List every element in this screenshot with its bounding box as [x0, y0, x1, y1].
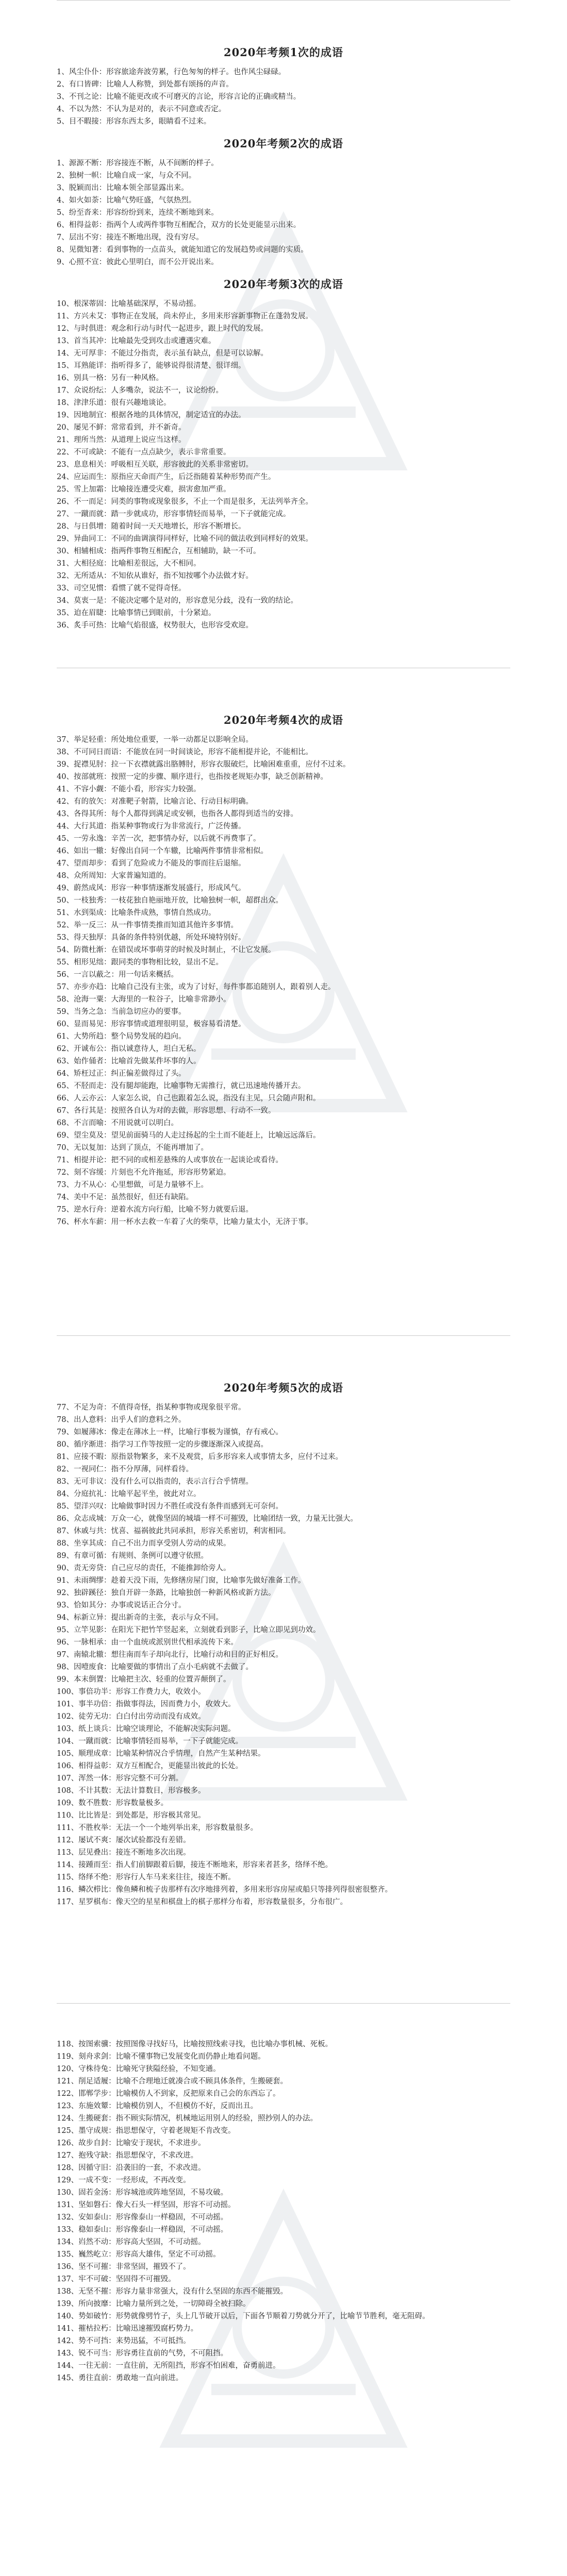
idiom-entry: 126、故步自封：比喻安于现状，不求进步。 — [57, 2139, 206, 2147]
idiom-entry: 67、各行其是：按照各自认为对的去做，形容思想、行动不一致。 — [57, 1107, 276, 1115]
page-content — [57, 2039, 510, 2576]
idiom-entry: 106、相得益彰：双方互相配合，更能显出彼此的长处。 — [57, 1762, 243, 1770]
idiom-entry: 141、摧枯拉朽：比喻迅速摧毁腐朽势力。 — [57, 2325, 198, 2333]
idiom-entry: 1、风尘仆仆：形容旅途奔波劳累，行色匆匆的样子。也作风尘碌碌。 — [57, 68, 286, 76]
idiom-entry: 73、力不从心：心里想做，可是力量够不上。 — [57, 1181, 208, 1189]
idiom-entry: 45、一劳永逸：辛苦一次，把事情办好，以后就不再费事了。 — [57, 835, 261, 843]
idiom-entry: 25、雪上加霜：比喻接连遭受灾难，损害愈加严重。 — [57, 485, 231, 494]
idiom-entry: 18、津津乐道：很有兴趣地谈论。 — [57, 399, 171, 407]
idiom-entry: 52、举一反三：从一件事情类推而知道其他许多事情。 — [57, 921, 238, 929]
idiom-entry: 108、不计其数：无法计算数目，形容极多。 — [57, 1787, 206, 1795]
idiom-entry: 131、坚如磐石：像大石头一样坚固，形容不可动摇。 — [57, 2201, 236, 2209]
idiom-entry: 116、鳞次栉比：像鱼鳞和梳子齿那样有次序地排列着，多用来形容房屋或船只等排列得很密很整齐。 — [57, 1886, 393, 1894]
idiom-entry: 113、层见叠出：接连不断地多次出现。 — [57, 1849, 191, 1857]
idiom-entry: 86、众志成城：万众一心，就像坚固的城墙一样不可摧毁，比喻团结一致，力量无比强大。 — [57, 1515, 358, 1523]
idiom-entry: 102、徒劳无功：白白付出劳动而没有成效。 — [57, 1713, 206, 1721]
idiom-entry: 20、屡见不鲜：常常看到，并不新奇。 — [57, 423, 186, 432]
idiom-entry: 47、望而却步：看到了危险或力不能及的事而往后退缩。 — [57, 859, 246, 868]
idiom-entry: 10、根深蒂固：比喻基础深厚，不易动摇。 — [57, 300, 201, 308]
idiom-entry: 21、理所当然：从道理上说应当这样。 — [57, 436, 186, 444]
idiom-entry: 135、巍然屹立：形容高大雄伟，坚定不可动摇。 — [57, 2250, 221, 2259]
idiom-entry: 129、一成不变：一经形成，不再改变。 — [57, 2176, 191, 2184]
idiom-entry: 4、如火如荼：比喻气势旺盛，气氛热烈。 — [57, 196, 196, 205]
idiom-entry: 120、守株待兔：比喻死守狭隘经验，不知变通。 — [57, 2065, 221, 2073]
idiom-entry: 111、不胜枚举：无法一个一个地列举出来，形容数量很多。 — [57, 1824, 258, 1832]
section-title: 2020年考频4次的成语 — [223, 714, 344, 726]
idiom-entry: 35、迫在眉睫：比喻事情已到眼前，十分紧迫。 — [57, 609, 216, 617]
page-2 — [0, 668, 567, 1335]
idiom-entry: 133、稳如泰山：形容像泰山一样稳固，不可动摇。 — [57, 2226, 228, 2234]
idiom-entry: 33、司空见惯：看惯了就不觉得奇怪。 — [57, 584, 186, 592]
page-content — [57, 1371, 510, 1972]
idiom-entry: 5、纷至沓来：形容纷纷到来，连续不断地到来。 — [57, 209, 219, 217]
idiom-entry: 127、抱残守缺：指思想保守，不求改进。 — [57, 2151, 198, 2160]
idiom-entry: 42、有的放矢：对准靶子射箭，比喻言论、行动目标明确。 — [57, 798, 253, 806]
idiom-entry: 44、大行其道：指某种事物或行为非常流行，广泛传播。 — [57, 822, 246, 831]
idiom-entry: 105、顺理成章：比喻某种情况合乎情理，自然产生某种结果。 — [57, 1750, 265, 1758]
idiom-entry: 36、炙手可热：比喻气焰很盛，权势很大，也形容受欢迎。 — [57, 621, 253, 630]
idiom-entry: 85、望洋兴叹：比喻做事时因力不胜任或没有条件而感到无可奈何。 — [57, 1502, 283, 1511]
idiom-entry: 115、络绎不绝：形容行人车马来来往往，接连不断。 — [57, 1873, 236, 1882]
idiom-entry: 34、莫衷一是：不能决定哪个是对的，形容意见分歧，没有一致的结论。 — [57, 597, 298, 605]
idiom-entry: 81、应接不暇：原指景物繁多，来不及观赏，后多形容来人或事情太多，应付不过来。 — [57, 1453, 343, 1461]
idiom-entry: 2、有口皆碑：比喻人人称赞，到处都有颂扬的声音。 — [57, 80, 234, 89]
idiom-entry: 8、见微知著：看到事物的一点苗头，就能知道它的发展趋势或问题的实质。 — [57, 246, 308, 254]
idiom-entry: 46、如出一辙：好像出自同一个车辙，比喻两件事情非常相似。 — [57, 847, 268, 855]
idiom-entry: 78、出人意料：出乎人们的意料之外。 — [57, 1416, 186, 1424]
idiom-entry: 37、举足轻重：所处地位重要，一举一动都足以影响全局。 — [57, 736, 253, 744]
idiom-entry: 24、应运而生：原指应天命而产生，后泛指随着某种形势而产生。 — [57, 473, 276, 481]
idiom-entry: 103、纸上谈兵：比喻空谈理论，不能解决实际问题。 — [57, 1725, 236, 1733]
idiom-entry: 109、数不胜数：形容数量极多。 — [57, 1799, 169, 1807]
idiom-entry: 99、本末倒置：比喻把主次、轻重的位置弄颠倒了。 — [57, 1675, 231, 1684]
idiom-entry: 56、一言以蔽之：用一句话来概括。 — [57, 971, 178, 979]
page-1 — [0, 0, 567, 668]
idiom-entry: 16、别具一格：另有一种风格。 — [57, 374, 163, 382]
idiom-entry: 84、分庭抗礼：比喻平起平坐，彼此对立。 — [57, 1490, 201, 1498]
idiom-entry: 41、不容小觑：不能小看，形容实力较强。 — [57, 785, 201, 793]
idiom-entry: 104、一蹴而就：比喻事情轻而易举，一下子就能完成。 — [57, 1737, 243, 1745]
idiom-entry: 40、按部就班：按照一定的步骤、顺序进行，也指按老规矩办事，缺乏创新精神。 — [57, 773, 328, 781]
idiom-entry: 19、因地制宜：根据各地的具体情况，制定适宜的办法。 — [57, 411, 246, 419]
idiom-entry: 5、目不暇接：形容东西太多，眼睛看不过来。 — [57, 117, 211, 126]
idiom-entry: 145、勇往直前：勇敢地一直向前进。 — [57, 2374, 184, 2382]
idiom-entry: 119、刻舟求剑：比喻不懂事物已发展变化而仍静止地看问题。 — [57, 2053, 265, 2061]
page-4 — [0, 2003, 567, 2576]
idiom-entry: 140、势如破竹：形势就像劈竹子，头上几节破开以后，下面各节顺着刀势就分开了，比喻节节胜利，毫无阻碍。 — [57, 2312, 430, 2320]
idiom-entry: 118、按图索骥：按照图像寻找好马，比喻按照线索寻找，也比喻办事机械、死板。 — [57, 2040, 333, 2048]
idiom-entry: 11、方兴未艾：事物正在发展，尚未停止，多用来形容新事物正在蓬勃发展。 — [57, 312, 313, 320]
idiom-entry: 59、当务之急：当前急切应办的要事。 — [57, 1008, 186, 1016]
idiom-entry: 70、无以复加：达到了顶点，不能再增加了。 — [57, 1144, 208, 1152]
idiom-entry: 95、立竿见影：在阳光下把竹竿竖起来，立刻就看到影子，比喻立即见到功效。 — [57, 1626, 321, 1634]
idiom-entry: 60、显而易见：形容事情或道理很明显，极容易看清楚。 — [57, 1020, 246, 1028]
idiom-entry: 101、事半功倍：指做事得法，因而费力小，收效大。 — [57, 1700, 236, 1708]
idiom-entry: 3、脱颖而出：比喻本领全部显露出来。 — [57, 184, 189, 192]
page-content — [57, 36, 510, 637]
idiom-entry: 12、与时俱进：观念和行动与时代一起进步，跟上时代的发展。 — [57, 325, 268, 333]
idiom-entry: 112、屡试不爽：屡次试验都没有差错。 — [57, 1836, 191, 1844]
idiom-entry: 7、层出不穷：接连不断地出现，没有穷尽。 — [57, 233, 204, 242]
idiom-entry: 72、刻不容缓：片刻也不允许拖延，形容形势紧迫。 — [57, 1168, 231, 1177]
idiom-entry: 144、一往无前：一直往前，无所阻挡，形容不怕困难，奋勇前进。 — [57, 2362, 280, 2370]
idiom-entry: 142、势不可挡：来势迅猛，不可抵挡。 — [57, 2337, 191, 2345]
idiom-entry: 139、所向披靡：比喻力量所到之处，一切障碍全被扫除。 — [57, 2300, 251, 2308]
idiom-entry: 23、息息相关：呼吸相互关联，形容彼此的关系非常密切。 — [57, 461, 253, 469]
idiom-entry: 137、牢不可破：坚固得不可摧毁。 — [57, 2275, 176, 2283]
idiom-entry: 57、亦步亦趋：比喻自己没有主张，或为了讨好，每件事都追随别人，跟着别人走。 — [57, 983, 336, 991]
idiom-entry: 94、标新立异：提出新奇的主张，表示与众不同。 — [57, 1614, 223, 1622]
idiom-entry: 82、一视同仁：指不分厚薄，同样看待。 — [57, 1465, 193, 1473]
idiom-entry: 64、矫枉过正：纠正偏差做得过了头。 — [57, 1070, 186, 1078]
idiom-entry: 9、心照不宣：彼此心里明白，而不公开说出来。 — [57, 258, 219, 266]
idiom-entry: 29、异曲同工：不同的曲调演得同样好，比喻不同的做法收到同样好的效果。 — [57, 535, 313, 543]
idiom-entry: 71、相提并论：把不同的或相差悬殊的人或事放在一起谈论或看待。 — [57, 1156, 283, 1164]
idiom-entry: 96、一脉相承：由一个血统或派别世代相承流传下来。 — [57, 1638, 238, 1647]
idiom-entry: 13、首当其冲：比喻最先受到攻击或遭遇灾难。 — [57, 337, 216, 345]
idiom-entry: 128、因循守旧：沿袭旧的一套，不求改进。 — [57, 2164, 206, 2172]
idiom-entry: 123、东施效颦：比喻模仿别人，不但模仿不好，反而出丑。 — [57, 2102, 258, 2110]
idiom-entry: 54、防微杜渐：在错误或坏事萌芽的时候及时制止，不让它发展。 — [57, 946, 276, 954]
page-content — [57, 704, 510, 1304]
idiom-entry: 130、固若金汤：形容城池或阵地坚固，不易攻破。 — [57, 2189, 228, 2197]
idiom-entry: 122、邯郸学步：比喻模仿人不到家，反把原来自己会的东西忘了。 — [57, 2090, 280, 2098]
idiom-entry: 143、锐不可当：形容勇往直前的气势，不可阻挡。 — [57, 2349, 228, 2358]
idiom-entry: 138、无坚不摧：形容力量非常强大，没有什么坚固的东西不能摧毁。 — [57, 2287, 288, 2296]
idiom-entry: 89、有章可循：有规则、条例可以遵守依照。 — [57, 1552, 208, 1560]
section-title: 2020年考频1次的成语 — [223, 46, 344, 59]
idiom-entry: 2、独树一帜：比喻自成一家，与众不同。 — [57, 172, 196, 180]
idiom-entry: 125、墨守成规：指思想保守，守着老规矩不肯改变。 — [57, 2127, 236, 2135]
idiom-entry: 117、星罗棋布：像天空的星星和棋盘上的棋子那样分布着，形容数量很多，分布很广。 — [57, 1898, 348, 1906]
idiom-entry: 53、得天独厚：具备的条件特别优越，所处环境特别好。 — [57, 934, 246, 942]
idiom-entry: 80、循序渐进：指学习工作等按照一定的步骤逐渐深入或提高。 — [57, 1440, 268, 1449]
idiom-entry: 98、因噎废食：比喻要做的事情出了点小毛病就不去做了。 — [57, 1663, 253, 1671]
idiom-entry: 17、众说纷纭：人多嘴杂，说法不一，议论纷纷。 — [57, 386, 223, 395]
page-3 — [0, 1335, 567, 2003]
idiom-entry: 97、南辕北辙：想往南而车子却向北行，比喻行动和目的正好相反。 — [57, 1651, 283, 1659]
idiom-entry: 100、事倍功半：形容工作费力大，收效小。 — [57, 1688, 206, 1696]
idiom-entry: 65、不胫而走：没有腿却能跑，比喻事物无需推行，就已迅速地传播开去。 — [57, 1082, 306, 1090]
idiom-entry: 51、水到渠成：比喻条件成熟，事情自然成功。 — [57, 909, 216, 917]
idiom-entry: 30、相辅相成：指两件事物互相配合，互相辅助，缺一不可。 — [57, 547, 261, 555]
idiom-entry: 61、大势所趋：整个局势发展的趋向。 — [57, 1032, 186, 1041]
idiom-entry: 114、接踵而至：指人们前脚跟着后脚，接连不断地来，形容来者甚多，络绎不绝。 — [57, 1861, 333, 1869]
idiom-entry: 48、众所周知：大家普遍知道的。 — [57, 872, 171, 880]
idiom-entry: 32、无所适从：不知依从谁好，指不知按哪个办法做才好。 — [57, 572, 253, 580]
idiom-entry: 15、耳熟能详：指听得多了，能够说得很清楚、很详细。 — [57, 362, 246, 370]
idiom-entry: 4、不以为然：不认为是对的，表示不同意或否定。 — [57, 105, 226, 113]
idiom-entry: 136、坚不可摧：非常坚固，摧毁不了。 — [57, 2263, 191, 2271]
idiom-entry: 87、休戚与共：忧喜、福祸彼此共同承担，形容关系密切，利害相同。 — [57, 1527, 291, 1535]
section-title: 2020年考频5次的成语 — [223, 1381, 344, 1394]
idiom-entry: 14、无可厚非：不能过分指责，表示虽有缺点，但是可以谅解。 — [57, 349, 268, 358]
idiom-entry: 90、责无旁贷：自己应尽的责任，不能推卸给旁人。 — [57, 1564, 231, 1572]
idiom-entry: 38、不可同日而语：不能放在同一时间谈论，形容不能相提并论，不能相比。 — [57, 748, 313, 756]
idiom-entry: 77、不足为奇：不值得奇怪，指某种事物或现象很平常。 — [57, 1403, 246, 1412]
idiom-entry: 124、生搬硬套：指不顾实际情况，机械地运用别人的经验，照抄别人的办法。 — [57, 2114, 318, 2123]
idiom-entry: 110、比比皆是：到处都是，形容极其常见。 — [57, 1811, 206, 1820]
idiom-entry: 74、美中不足：虽然很好，但还有缺陷。 — [57, 1193, 193, 1201]
idiom-entry: 121、削足适履：比喻不合理地迁就凑合或不顾具体条件，生搬硬套。 — [57, 2077, 288, 2086]
idiom-entry: 22、不可或缺：不能有一点点缺少，表示非常重要。 — [57, 448, 231, 456]
idiom-entry: 28、与日俱增：随着时间一天天地增长，形容不断增长。 — [57, 522, 246, 531]
idiom-entry: 50、一枝独秀：一枝花独自艳丽地开放，比喻独树一帜，超群出众。 — [57, 896, 283, 905]
idiom-entry: 107、浑然一体：形容完整不可分割。 — [57, 1774, 184, 1783]
idiom-entry: 1、源源不断：形容接连不断，从不间断的样子。 — [57, 159, 219, 167]
idiom-entry: 3、不刊之论：比喻不能更改或不可磨灭的言论，形容言论的正确或精当。 — [57, 93, 301, 101]
idiom-entry: 27、一蹴而就：踏一步就成功，形容事情轻而易举，一下子就能完成。 — [57, 510, 291, 518]
idiom-entry: 31、大相径庭：比喻相差很远，大不相同。 — [57, 560, 201, 568]
idiom-entry: 92、独辟蹊径：独自开辟一条路，比喻独创一种新风格或新方法。 — [57, 1589, 276, 1597]
idiom-entry: 62、开诚布公：指以诚意待人，坦白无私。 — [57, 1045, 201, 1053]
idiom-entry: 88、坐享其成：自己不出力而享受别人劳动的成果。 — [57, 1539, 231, 1548]
idiom-entry: 76、杯水车薪：用一杯水去救一车着了火的柴草，比喻力量太小，无济于事。 — [57, 1218, 313, 1226]
idiom-entry: 39、捉襟见肘：拉一下衣襟就露出胳膊肘，形容衣服破烂，比喻困难重重，应付不过来。 — [57, 760, 351, 769]
idiom-entry: 134、岿然不动：形容高大坚固，不可动摇。 — [57, 2238, 206, 2246]
idiom-entry: 49、蔚然成风：形容一种事情逐渐发展盛行，形成风气。 — [57, 884, 246, 892]
idiom-entry: 6、相得益彰：指两个人或两件事物互相配合，双方的长处更能显示出来。 — [57, 221, 301, 229]
section-title: 2020年考频2次的成语 — [223, 137, 344, 150]
idiom-entry: 26、不一而足：同类的事物或现象很多，不止一个而是很多，无法列举齐全。 — [57, 498, 313, 506]
idiom-entry: 132、安如泰山：形容像泰山一样稳固，不可动摇。 — [57, 2213, 228, 2222]
idiom-entry: 75、逆水行舟：逆着水流方向行船，比喻不努力就要后退。 — [57, 1206, 253, 1214]
idiom-entry: 58、沧海一粟：大海里的一粒谷子，比喻非常渺小。 — [57, 995, 231, 1004]
idiom-entry: 91、未雨绸缪：趁着天没下雨，先修缮房屋门窗，比喻事先做好准备工作。 — [57, 1577, 306, 1585]
idiom-entry: 93、恰如其分：办事或说话正合分寸。 — [57, 1601, 186, 1609]
idiom-entry: 69、望尘莫及：望见前面骑马的人走过扬起的尘土而不能赶上，比喻远远落后。 — [57, 1131, 321, 1140]
idiom-entry: 79、如履薄冰：像走在薄冰上一样，比喻行事极为谨慎，存有戒心。 — [57, 1428, 283, 1436]
idiom-entry: 63、始作俑者：比喻首先做某件坏事的人。 — [57, 1057, 201, 1065]
idiom-entry: 68、不言而喻：不用说就可以明白。 — [57, 1119, 178, 1127]
idiom-entry: 55、相形见绌：跟同类的事物相比较，显出不足。 — [57, 958, 223, 967]
section-title: 2020年考频3次的成语 — [223, 278, 344, 291]
idiom-entry: 66、人云亦云：人家怎么说，自己也跟着怎么说，指没有主见，只会随声附和。 — [57, 1094, 321, 1103]
idiom-entry: 43、各得其所：每个人都得到满足或安顿，也指各人都得到适当的安排。 — [57, 810, 298, 818]
idiom-entry: 83、无可非议：没有什么可以指责的，表示言行合乎情理。 — [57, 1478, 253, 1486]
